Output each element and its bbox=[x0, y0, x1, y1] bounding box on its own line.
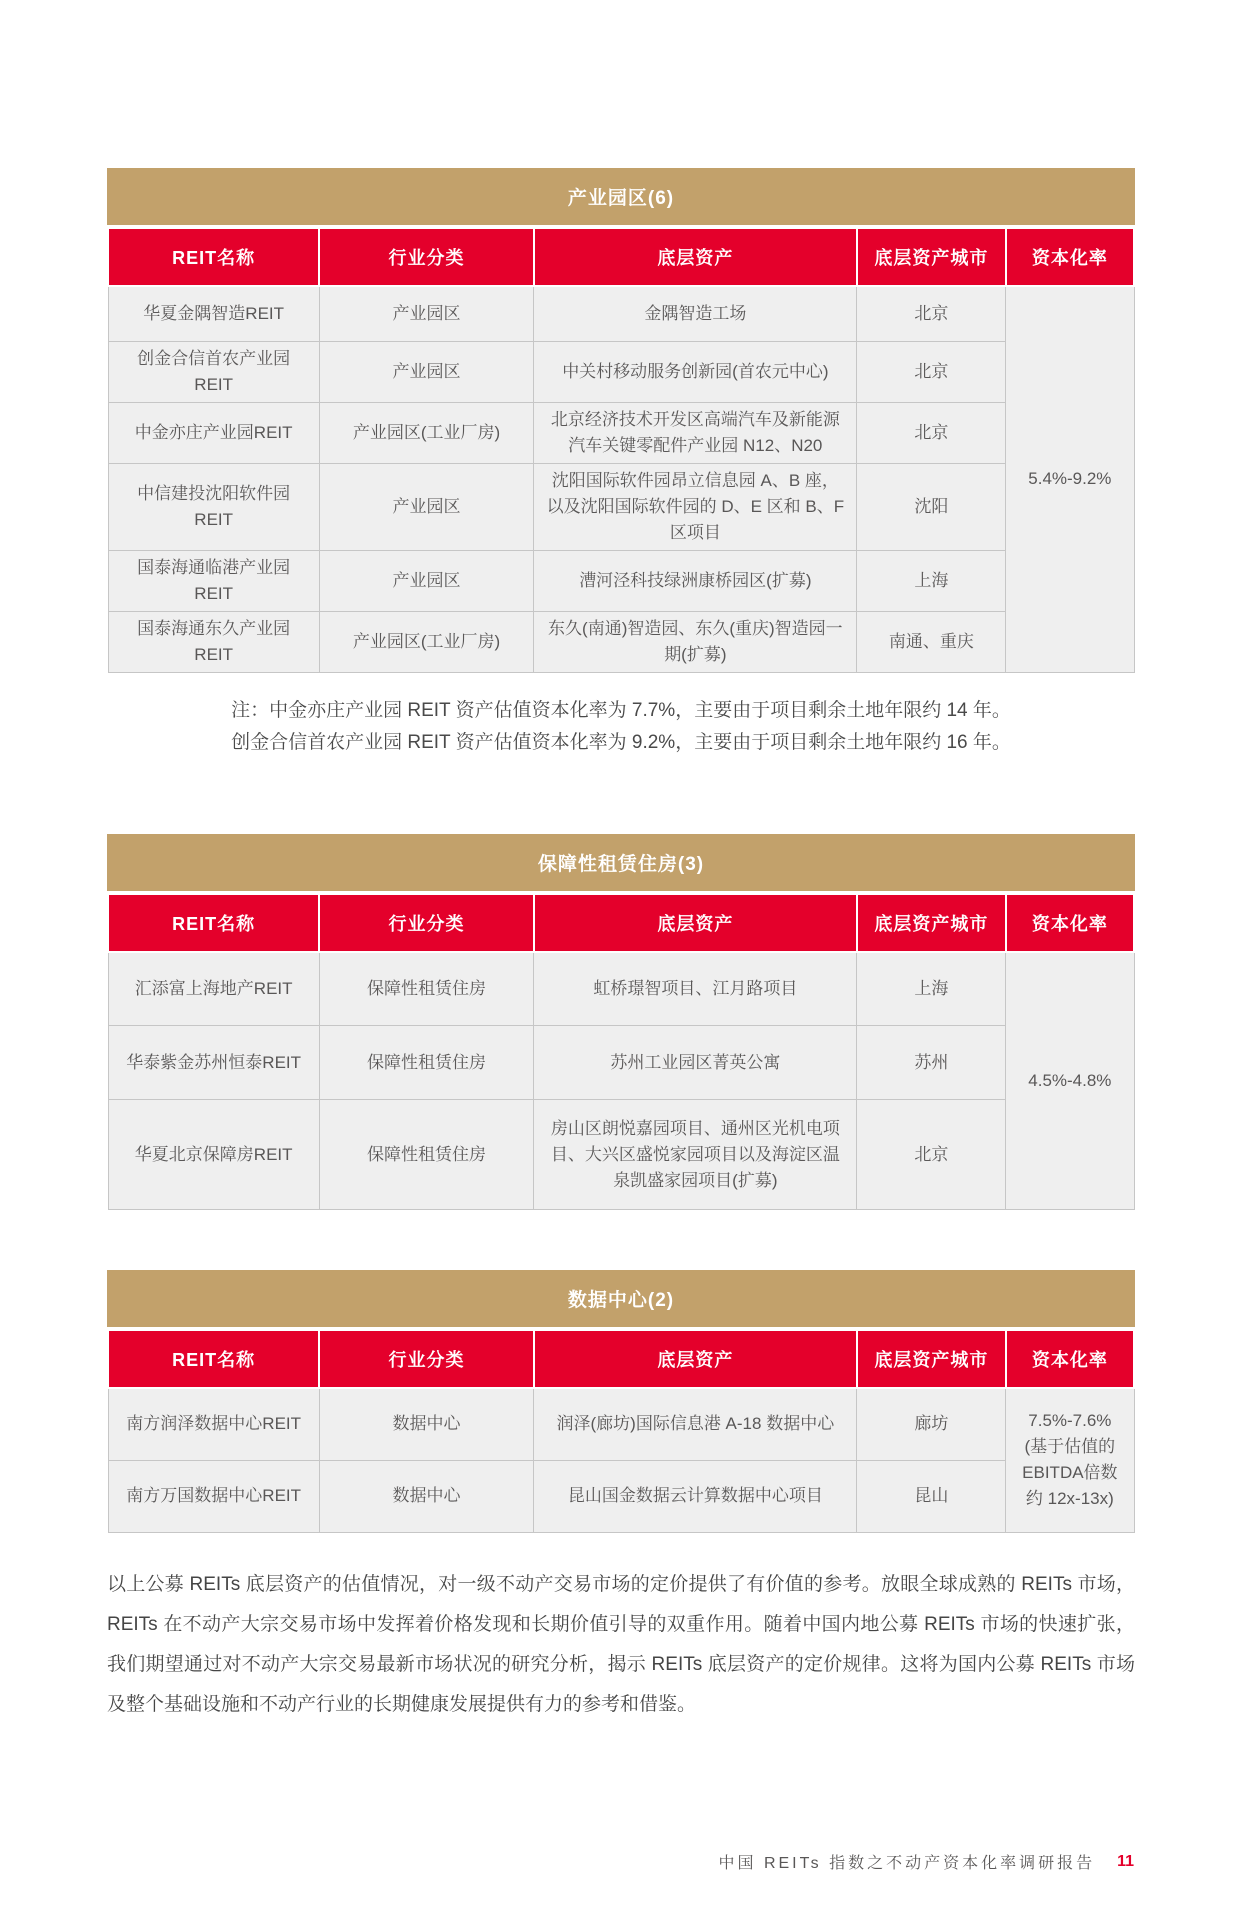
closing-paragraph: 以上公募 REITs 底层资产的估值情况，对一级不动产交易市场的定价提供了有价值的参考。放眼全球成熟的 REITs 市场，REITs 在不动产大宗交易市场中发挥着价格发现和长期价值引导的双重作用。随着中国内地公募 REITs 市场的快速扩张，我们期望通过对不动产大宗交易最新市场状况的研究分析，揭示 REITs 底层资产的定价规律。这将为国内公募 REITs 市场及整个基础设施和不动产行业的长期健康发展提供有力的参考和借鉴。 bbox=[107, 1573, 1135, 1715]
col-header-cap-rate: 资本化率 bbox=[1006, 1330, 1134, 1388]
cell-asset: 漕河泾科技绿洲康桥园区(扩募) bbox=[534, 550, 857, 611]
cell-city: 廊坊 bbox=[857, 1388, 1006, 1460]
col-header-industry: 行业分类 bbox=[319, 894, 533, 952]
table-note bbox=[107, 695, 1135, 759]
cell-reit-name: 中金亦庄产业园REIT bbox=[108, 402, 319, 463]
rental-housing-table bbox=[107, 893, 1135, 1211]
cell-reit-name: 南方万国数据中心REIT bbox=[108, 1460, 319, 1532]
table-row bbox=[108, 1460, 1134, 1532]
header-row bbox=[108, 228, 1134, 286]
cell-city: 昆山 bbox=[857, 1460, 1006, 1532]
table-title-data-centers: 数据中心(2) bbox=[107, 1270, 1135, 1327]
table-rental-housing bbox=[107, 834, 1135, 1211]
col-header-reit-name: REIT名称 bbox=[108, 1330, 319, 1388]
cell-reit-name: 汇添富上海地产REIT bbox=[108, 952, 319, 1026]
note-line-2: 创金合信首农产业园 REIT 资产估值资本化率为 9.2%，主要由于项目剩余土地年限约 16 年。 bbox=[231, 731, 1011, 753]
note-line-1: 注：中金亦庄产业园 REIT 资产估值资本化率为 7.7%，主要由于项目剩余土地年限约 14 年。 bbox=[231, 699, 1011, 721]
cell-industry: 产业园区(工业厂房) bbox=[319, 402, 533, 463]
cell-asset: 金隅智造工场 bbox=[534, 286, 857, 341]
table-industrial-parks bbox=[107, 168, 1135, 673]
col-header-city: 底层资产城市 bbox=[857, 894, 1006, 952]
cell-reit-name: 国泰海通临港产业园 REIT bbox=[108, 550, 319, 611]
cell-cap-rate: 5.4%-9.2% bbox=[1006, 286, 1134, 672]
table-row bbox=[108, 341, 1134, 402]
cell-reit-name: 中信建投沈阳软件园REIT bbox=[108, 463, 319, 550]
cell-industry: 产业园区 bbox=[319, 550, 533, 611]
footer-report-title: 中国 REITs 指数之不动产资本化率调研报告 bbox=[718, 1855, 1096, 1872]
col-header-asset: 底层资产 bbox=[534, 894, 857, 952]
cell-asset: 昆山国金数据云计算数据中心项目 bbox=[534, 1460, 857, 1532]
col-header-asset: 底层资产 bbox=[534, 1330, 857, 1388]
table-data-centers bbox=[107, 1270, 1135, 1533]
table-row bbox=[108, 550, 1134, 611]
header-row bbox=[108, 1330, 1134, 1388]
cell-city: 上海 bbox=[857, 550, 1006, 611]
cell-asset: 房山区朗悦嘉园项目、通州区光机电项目、大兴区盛悦家园项目以及海淀区温泉凯盛家园项目(扩募) bbox=[534, 1100, 857, 1210]
col-header-industry: 行业分类 bbox=[319, 228, 533, 286]
table-row bbox=[108, 611, 1134, 672]
table-row bbox=[108, 463, 1134, 550]
table-row bbox=[108, 952, 1134, 1026]
cell-industry: 数据中心 bbox=[319, 1460, 533, 1532]
cell-reit-name: 华泰紫金苏州恒泰REIT bbox=[108, 1026, 319, 1100]
cell-asset: 中关村移动服务创新园(首农元中心) bbox=[534, 341, 857, 402]
cell-city: 上海 bbox=[857, 952, 1006, 1026]
cell-cap-rate: 7.5%-7.6% (基于估值的EBITDA倍数约 12x-13x) bbox=[1006, 1388, 1134, 1532]
data-centers-table bbox=[107, 1329, 1135, 1533]
page-footer bbox=[719, 1850, 1135, 1873]
table-row bbox=[108, 1100, 1134, 1210]
cell-city: 沈阳 bbox=[857, 463, 1006, 550]
cell-industry: 保障性租赁住房 bbox=[319, 1100, 533, 1210]
col-header-asset: 底层资产 bbox=[534, 228, 857, 286]
col-header-reit-name: REIT名称 bbox=[108, 228, 319, 286]
cell-reit-name: 国泰海通东久产业园REIT bbox=[108, 611, 319, 672]
col-header-reit-name: REIT名称 bbox=[108, 894, 319, 952]
cell-asset: 虹桥璟智项目、江月路项目 bbox=[534, 952, 857, 1026]
col-header-cap-rate: 资本化率 bbox=[1006, 894, 1134, 952]
page-content bbox=[107, 168, 1135, 1725]
cell-reit-name: 华夏金隅智造REIT bbox=[108, 286, 319, 341]
col-header-city: 底层资产城市 bbox=[857, 228, 1006, 286]
col-header-city: 底层资产城市 bbox=[857, 1330, 1006, 1388]
cell-industry: 保障性租赁住房 bbox=[319, 1026, 533, 1100]
cell-asset: 北京经济技术开发区高端汽车及新能源汽车关键零配件产业园 N12、N20 bbox=[534, 402, 857, 463]
table-row bbox=[108, 286, 1134, 341]
cell-city: 北京 bbox=[857, 341, 1006, 402]
cell-industry: 产业园区 bbox=[319, 341, 533, 402]
cell-city: 南通、重庆 bbox=[857, 611, 1006, 672]
industrial-parks-table bbox=[107, 227, 1135, 673]
header-row bbox=[108, 894, 1134, 952]
cell-industry: 产业园区 bbox=[319, 286, 533, 341]
cell-reit-name: 华夏北京保障房REIT bbox=[108, 1100, 319, 1210]
cell-industry: 产业园区 bbox=[319, 463, 533, 550]
col-header-industry: 行业分类 bbox=[319, 1330, 533, 1388]
cell-asset: 润泽(廊坊)国际信息港 A-18 数据中心 bbox=[534, 1388, 857, 1460]
cell-industry: 保障性租赁住房 bbox=[319, 952, 533, 1026]
table-title-industrial-parks: 产业园区(6) bbox=[107, 168, 1135, 225]
table-row bbox=[108, 402, 1134, 463]
cell-city: 北京 bbox=[857, 1100, 1006, 1210]
table-row bbox=[108, 1388, 1134, 1460]
table-title-rental-housing: 保障性租赁住房(3) bbox=[107, 834, 1135, 891]
cell-city: 北京 bbox=[857, 286, 1006, 341]
cell-asset: 东久(南通)智造园、东久(重庆)智造园一期(扩募) bbox=[534, 611, 857, 672]
cell-city: 北京 bbox=[857, 402, 1006, 463]
cell-cap-rate: 4.5%-4.8% bbox=[1006, 952, 1134, 1210]
cell-reit-name: 创金合信首农产业园REIT bbox=[108, 341, 319, 402]
cell-asset: 苏州工业园区菁英公寓 bbox=[534, 1026, 857, 1100]
table-row bbox=[108, 1026, 1134, 1100]
cell-industry: 数据中心 bbox=[319, 1388, 533, 1460]
cell-city: 苏州 bbox=[857, 1026, 1006, 1100]
footer-page-number: 11 bbox=[1117, 1852, 1134, 1870]
cell-asset: 沈阳国际软件园昂立信息园 A、B 座，以及沈阳国际软件园的 D、E 区和 B、F 区项目 bbox=[534, 463, 857, 550]
cell-reit-name: 南方润泽数据中心REIT bbox=[108, 1388, 319, 1460]
cell-industry: 产业园区(工业厂房) bbox=[319, 611, 533, 672]
col-header-cap-rate: 资本化率 bbox=[1006, 228, 1134, 286]
